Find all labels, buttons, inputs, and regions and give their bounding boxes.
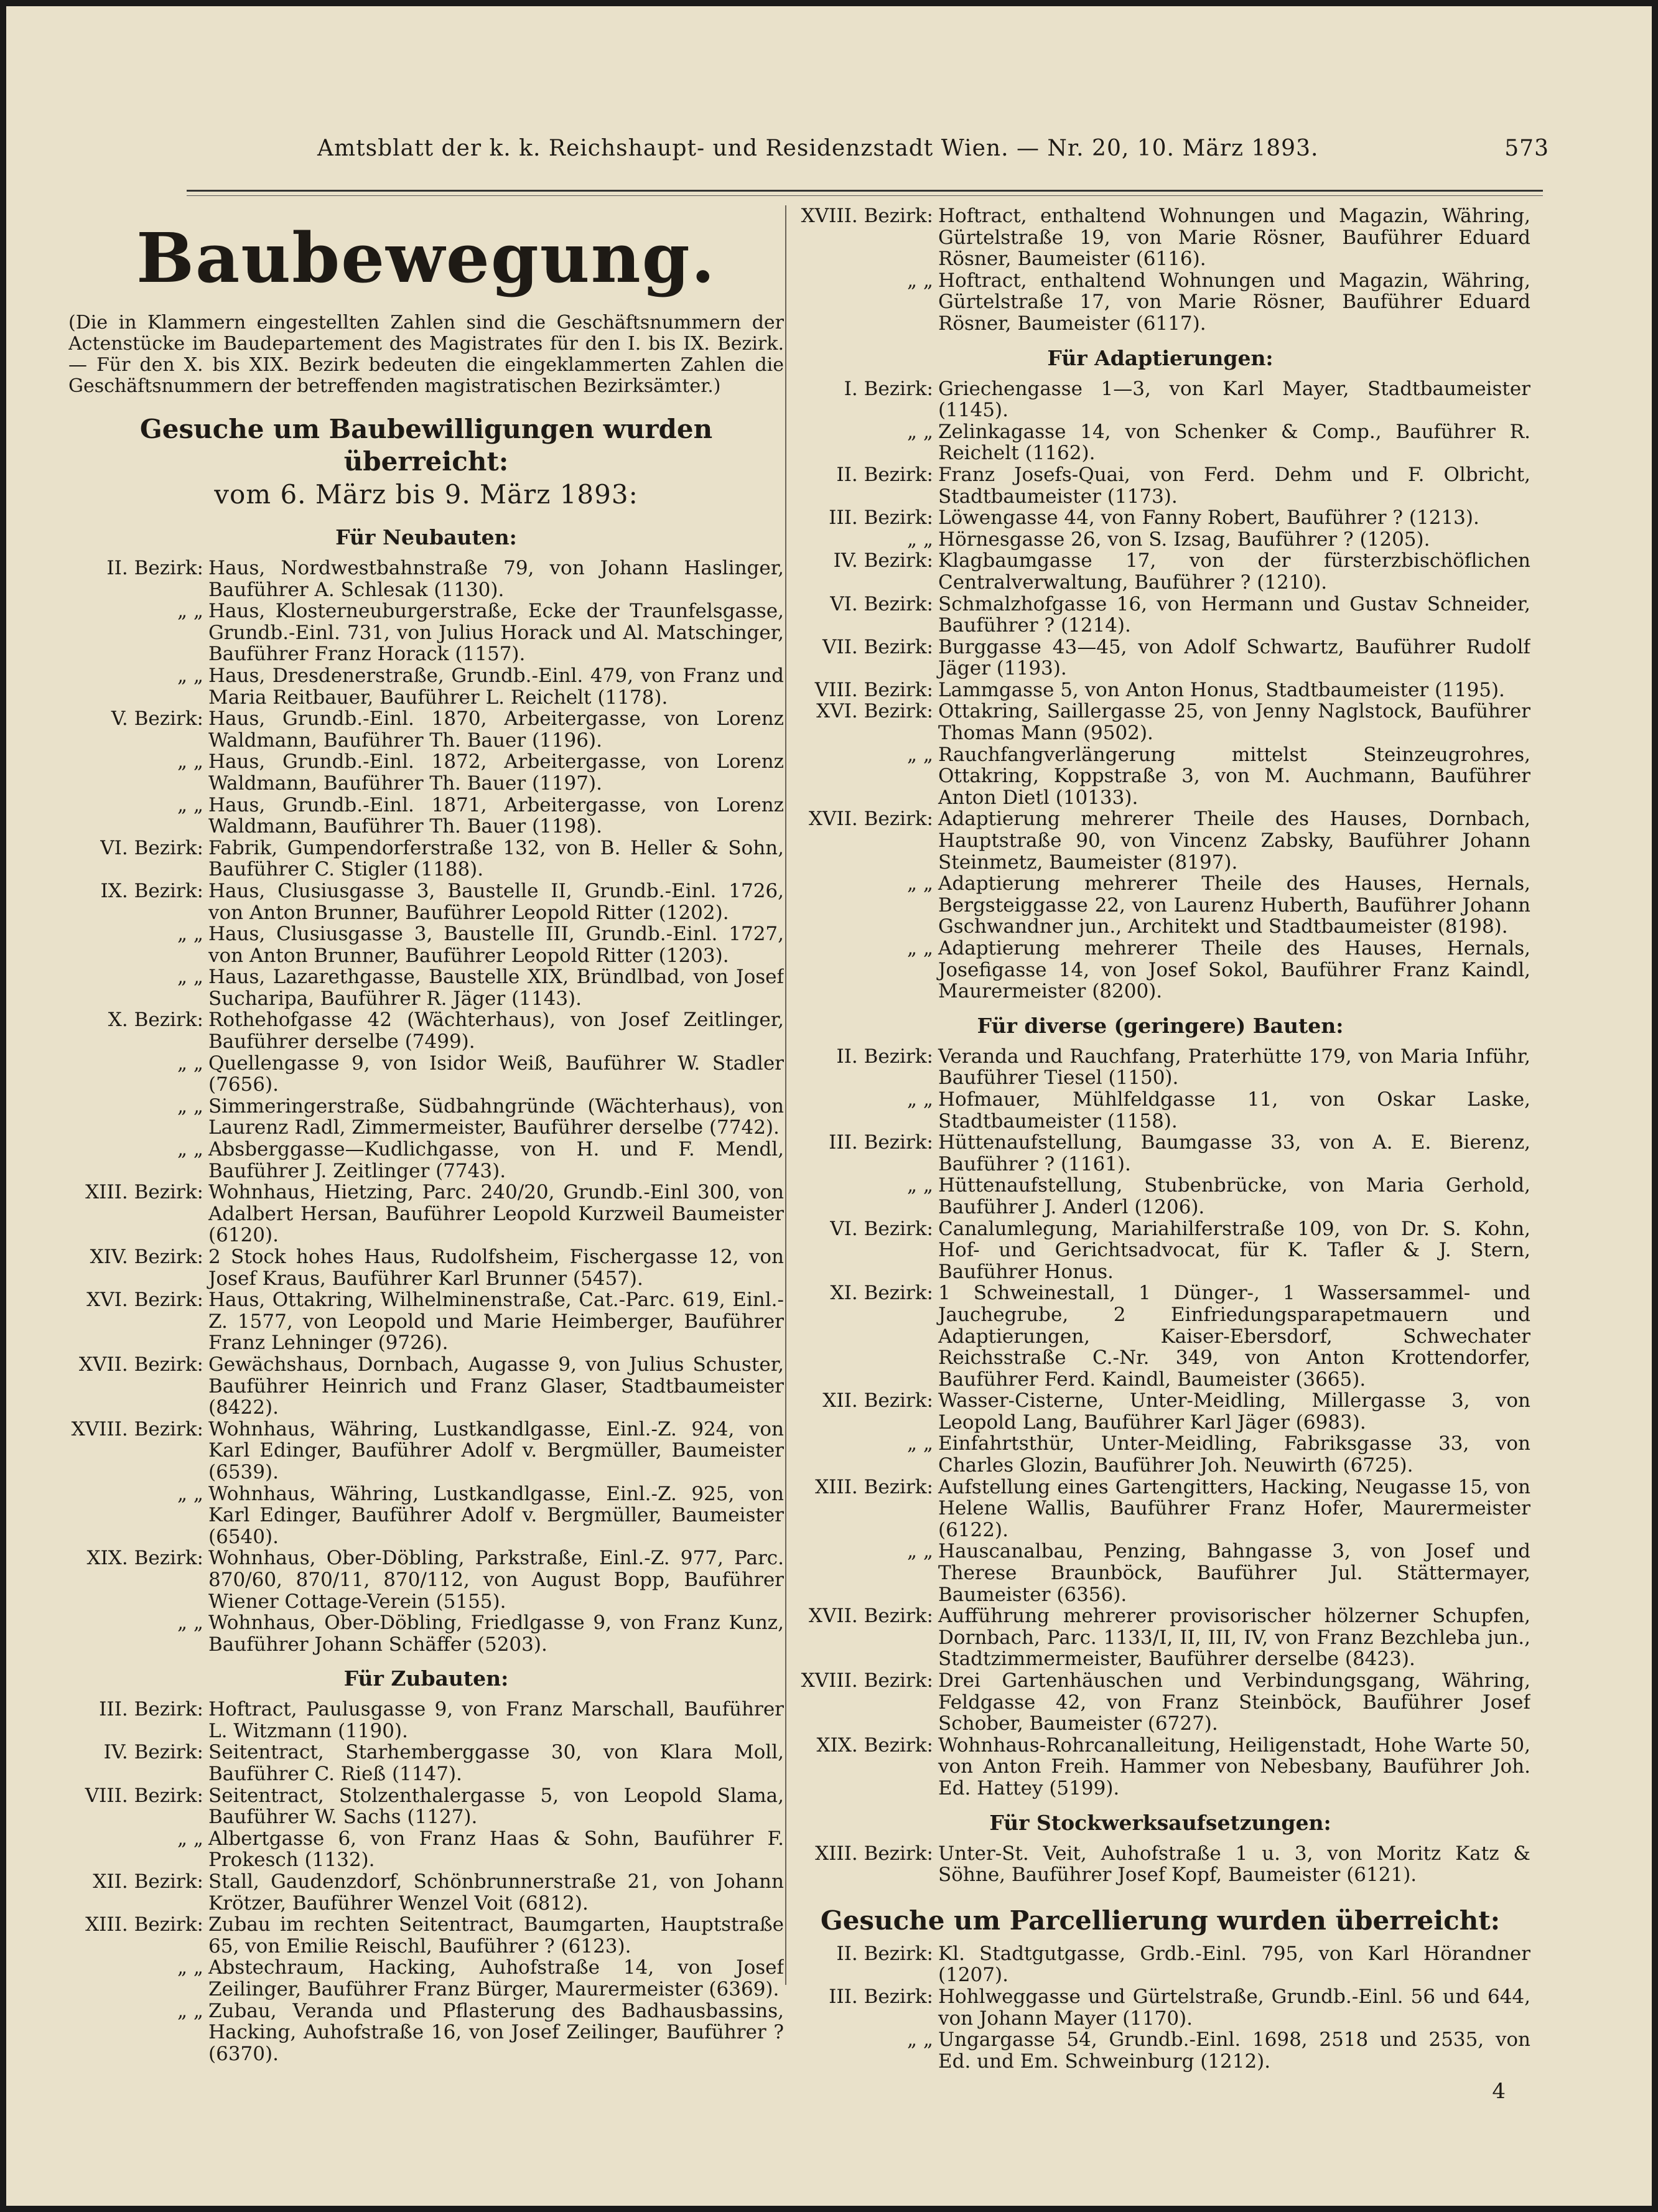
district-label: „ „	[907, 1174, 933, 1197]
list-item	[790, 679, 1530, 701]
entry-text: Hoftract, Paulusgasse 9, von Franz Marschall, Bauführer L. Witzmann (1190).	[208, 1698, 784, 1742]
district-label: IV. Bezirk:	[833, 549, 933, 572]
entry-text: Stall, Gaudenzdorf, Schönbrunnerstraße 21, von Johann Krötzer, Bauführer Wenzel Voit (6812).	[208, 1870, 784, 1915]
district-label: I. Bezirk:	[844, 377, 933, 400]
list-item	[68, 795, 784, 838]
entry-text: Haus, Clusiusgasse 3, Baustelle III, Grundb.-Einl. 1727, von Anton Brunner, Bauführer Leopold Ritter (1203).	[208, 923, 784, 967]
entry-text: Haus, Lazarethgasse, Baustelle XIX, Bründlbad, von Josef Sucharipa, Bauführer R. Jäger (1143).	[208, 966, 784, 1010]
district-label: „ „	[907, 1432, 933, 1455]
list-item	[790, 1670, 1530, 1735]
district-label: „ „	[907, 743, 933, 766]
district-label: XVI. Bezirk:	[86, 1289, 203, 1312]
right-column	[790, 205, 1530, 2196]
list-item	[790, 529, 1530, 551]
district-label: IV. Bezirk:	[103, 1741, 203, 1764]
section-heading: Für Stockwerksaufsetzungen:	[989, 1810, 1331, 1835]
entry-text: Canalumlegung, Mariahilferstraße 109, von Dr. S. Kohn, Hof- und Gerichtsadvocat, für K. Tafler & J. Stern, Bauführer Honus.	[938, 1217, 1530, 1283]
entry-text: Hörnesgasse 26, von S. Izsag, Bauführer ? (1205).	[938, 528, 1430, 551]
entry-text: Haus, Nordwestbahnstraße 79, von Johann Haslinger, Bauführer A. Schlesak (1130).	[208, 557, 784, 601]
list-item	[790, 873, 1530, 938]
entry-text: 1 Schweinestall, 1 Dünger-, 1 Wassersammel- und Jauchegrube, 2 Einfriedungsparapetmauern und Adaptierungen, Kaiser-Ebersdorf, Schwechater Reichsstraße C.-Nr. 349, von Anton Krottendorfer, Bauführer Ferd. Kaindl, Baumeister (3665).	[938, 1282, 1530, 1391]
entry-text: Hüttenaufstellung, Stubenbrücke, von Maria Gerhold, Bauführer J. Anderl (1206).	[938, 1174, 1530, 1218]
entry-text: Haus, Dresdenerstraße, Grundb.-Einl. 479, von Franz und Maria Reitbauer, Bauführer L. Reichelt (1178).	[208, 664, 784, 709]
district-label: III. Bezirk:	[829, 506, 933, 530]
section-heading: Für diverse (geringere) Bauten:	[977, 1013, 1344, 1038]
entry-text: Hauscanalbau, Penzing, Bahngasse 3, von Josef und Therese Braunböck, Bauführer Jul. Stättermayer, Baumeister (6356).	[938, 1540, 1530, 1606]
district-label: „ „	[177, 1094, 203, 1118]
district-label: VI. Bezirk:	[830, 1217, 933, 1240]
district-label: „ „	[907, 1540, 933, 1563]
list-item	[68, 1742, 784, 1785]
list-item	[790, 637, 1530, 679]
district-label: „ „	[907, 1088, 933, 1111]
list-item	[790, 507, 1530, 529]
footer-page-number: 4	[1492, 2079, 1506, 2104]
list-item	[68, 600, 784, 665]
district-label: XIII. Bezirk:	[85, 1181, 203, 1204]
list-item	[790, 205, 1530, 270]
entry-text: Löwengasse 44, von Fanny Robert, Bauführer ? (1213).	[938, 506, 1479, 530]
list-item	[68, 1096, 784, 1139]
district-label: XII. Bezirk:	[822, 1389, 933, 1412]
district-label: II. Bezirk:	[106, 557, 203, 579]
district-label: XIX. Bezirk:	[86, 1547, 203, 1570]
entry-text: Absberggasse—Kudlichgasse, von H. und F. Mendl, Bauführer J. Zeitlinger (7743).	[208, 1138, 784, 1182]
entry-text: Rothehofgasse 42 (Wächterhaus), von Josef Zeitlinger, Bauführer derselbe (7499).	[208, 1009, 784, 1053]
page-header	[317, 136, 1549, 173]
entry-text: Seitentract, Stolzenthalergasse 5, von Leopold Slama, Bauführer W. Sachs (1127).	[208, 1784, 784, 1829]
intro-note: (Die in Klammern eingestellten Zahlen sind die Geschäftsnummern der Actenstücke im Baudepartement des Magistrates für den I. bis IX. Bezirk. — Für den X. bis XIX. Bezirk bedeuten die eingeklammerten Zahlen die Geschäftsnummern der betreffenden magistratischen Bezirksämter.)	[68, 312, 784, 397]
list-item	[790, 1218, 1530, 1283]
list-item	[790, 594, 1530, 637]
entry-text: Aufstellung eines Gartengitters, Hacking, Neugasse 15, von Helene Wallis, Bauführer Franz Hofer, Maurermeister (6122).	[938, 1475, 1530, 1541]
list-item	[790, 1986, 1530, 2029]
district-label: „ „	[177, 664, 203, 687]
list-item	[68, 1785, 784, 1828]
right-sections	[790, 345, 1530, 1886]
list-item	[68, 1246, 784, 1289]
list-item	[790, 270, 1530, 335]
entry-text: Ottakring, Saillergasse 25, von Jenny Naglstock, Bauführer Thomas Mann (9502).	[938, 700, 1530, 745]
district-label: XII. Bezirk:	[93, 1870, 203, 1893]
list-item	[790, 938, 1530, 1002]
district-label: „ „	[177, 1612, 203, 1635]
list-item	[68, 1957, 784, 2000]
list-item	[68, 665, 784, 708]
entry-text: Wohnhaus-Rohrcanalleitung, Heiligenstadt, Hohe Warte 50, von Anton Freih. Hammer von Nebesbany, Bauführer Joh. Ed. Hattey (5199).	[938, 1734, 1530, 1799]
entry-text: Haus, Klosterneuburgerstraße, Ecke der Traunfelsgasse, Grundb.-Einl. 731, von Julius Horack und Al. Matschinger, Bauführer Franz Horack (1157).	[208, 600, 784, 666]
list-item	[68, 708, 784, 751]
entry-text: Lammgasse 5, von Anton Honus, Stadtbaumeister (1195).	[938, 678, 1505, 701]
header-rule	[187, 190, 1543, 196]
entry-text: Fabrik, Gumpendorferstraße 132, von B. Heller & Sohn, Bauführer C. Stigler (1188).	[208, 836, 784, 881]
list-item	[790, 1605, 1530, 1670]
entry-text: Hoftract, enthaltend Wohnungen und Magazin, Währing, Gürtelstraße 17, von Marie Rösner, Bauführer Eduard Rösner, Baumeister (6117).	[938, 269, 1530, 335]
entry-text: Zubau, Veranda und Pflasterung des Badhausbassins, Hacking, Auhofstraße 16, von Josef Zeilinger, Bauführer ? (6370).	[208, 1999, 784, 2065]
list-item	[68, 1182, 784, 1246]
district-label: „ „	[177, 1999, 203, 2022]
entry-text: Zelinkagasse 14, von Schenker & Comp., Bauführer R. Reichelt (1162).	[938, 420, 1530, 465]
section-heading: Für Neubauten:	[335, 525, 517, 549]
district-label: „ „	[907, 872, 933, 895]
section-heading: Für Zubauten:	[343, 1666, 509, 1691]
page-number: 573	[1504, 136, 1549, 161]
list-item	[68, 838, 784, 880]
district-label: „ „	[177, 600, 203, 623]
district-label: XVI. Bezirk:	[816, 700, 933, 723]
list-item	[790, 421, 1530, 464]
list-item	[68, 1419, 784, 1483]
list-item	[68, 1053, 784, 1096]
header-text: Amtsblatt der k. k. Reichshaupt- und Residenzstadt Wien. — Nr. 20, 10. März 1893.	[317, 136, 1319, 161]
district-label: IX. Bezirk:	[100, 879, 203, 902]
list-item	[790, 378, 1530, 421]
district-label: III. Bezirk:	[829, 1985, 933, 2008]
left-column	[68, 205, 784, 2196]
entry-text: Schmalzhofgasse 16, von Hermann und Gustav Schneider, Bauführer ? (1214).	[938, 592, 1530, 637]
entry-text: Unter-St. Veit, Auhofstraße 1 u. 3, von Moritz Katz & Söhne, Bauführer Josef Kopf, Baumeister (6121).	[938, 1842, 1530, 1887]
district-label: „ „	[177, 793, 203, 816]
list-item	[68, 1139, 784, 1182]
entry-text: Adaptierung mehrerer Theile des Hauses, Dornbach, Hauptstraße 90, von Vincenz Zabsky, Bauführer Johann Steinmetz, Baumeister (8197).	[938, 808, 1530, 874]
district-label: „ „	[907, 2028, 933, 2051]
district-label: V. Bezirk:	[111, 707, 203, 730]
district-label: „ „	[177, 923, 203, 946]
article-title: Baubewegung.	[136, 218, 716, 298]
entry-text: Gewächshaus, Dornbach, Augasse 9, von Julius Schuster, Bauführer Heinrich und Franz Glaser, Stadtbaumeister (8422).	[208, 1353, 784, 1419]
entry-text: Hohlweggasse und Gürtelstraße, Grundb.-Einl. 56 und 644, von Johann Mayer (1170).	[938, 1985, 1530, 2030]
list-item	[68, 1828, 784, 1871]
entry-text: Aufführung mehrerer provisorischer hölzerner Schupfen, Dornbach, Parc. 1133/I, II, III, IV, von Franz Bezchleba jun., Stadtzimmermeister, Bauführer derselbe (8423).	[938, 1605, 1530, 1671]
list-item	[68, 1699, 784, 1742]
district-label: VII. Bezirk:	[822, 635, 933, 658]
district-label: „ „	[177, 1052, 203, 1075]
left-sections	[68, 524, 784, 2065]
entry-text: Hofmauer, Mühlfeldgasse 11, von Oskar Laske, Stadtbaumeister (1158).	[938, 1088, 1530, 1132]
entry-text: Adaptierung mehrerer Theile des Hauses, Hernals, Bergsteiggasse 22, von Laurenz Huberth, Bauführer Johann Gschwandner jun., Architekt und Stadtbaumeister (8198).	[938, 872, 1530, 938]
entry-text: Wohnhaus, Hietzing, Parc. 240/20, Grundb.-Einl 300, von Adalbert Hersan, Bauführer Leopold Kurzweil Baumeister (6120).	[208, 1181, 784, 1247]
list-item	[790, 1046, 1530, 1089]
district-label: XVIII. Bezirk:	[801, 205, 933, 227]
entry-text: Adaptierung mehrerer Theile des Hauses, Hernals, Josefigasse 14, von Josef Sokol, Bauführer Franz Kaindl, Maurermeister (8200).	[938, 937, 1530, 1003]
entry-text: Haus, Grundb.-Einl. 1870, Arbeitergasse, von Lorenz Waldmann, Bauführer Th. Bauer (1196).	[208, 707, 784, 752]
entry-text: Wohnhaus, Währing, Lustkandlgasse, Einl.-Z. 925, von Karl Edinger, Bauführer Adolf v. Bergmüller, Baumeister (6540).	[208, 1482, 784, 1548]
district-label: „ „	[177, 966, 203, 989]
list-item	[68, 1354, 784, 1419]
list-item	[68, 751, 784, 794]
section-heading: Für Adaptierungen:	[1047, 345, 1274, 370]
district-label: VIII. Bezirk:	[814, 678, 933, 701]
list-item	[68, 1483, 784, 1548]
entry-text: Albertgasse 6, von Franz Haas & Sohn, Bauführer F. Prokesch (1132).	[208, 1827, 784, 1872]
district-label: „ „	[177, 1138, 203, 1161]
district-label: „ „	[177, 1956, 203, 1979]
district-label: „ „	[907, 269, 933, 292]
list-item	[68, 1914, 784, 1957]
entry-text: Wohnhaus, Ober-Döbling, Friedlgasse 9, von Franz Kunz, Bauführer Johann Schäffer (5203).	[208, 1612, 784, 1656]
district-label: VI. Bezirk:	[100, 836, 203, 859]
entry-text: 2 Stock hohes Haus, Rudolfsheim, Fischergasse 12, von Josef Kraus, Bauführer Karl Brunner (5457).	[208, 1246, 784, 1290]
list-item	[790, 1282, 1530, 1390]
list-item	[790, 1735, 1530, 1799]
list-item	[790, 1541, 1530, 1605]
district-label: „ „	[907, 937, 933, 959]
entry-text: Quellengasse 9, von Isidor Weiß, Bauführer W. Stadler (7656).	[208, 1052, 784, 1096]
district-label: „ „	[907, 528, 933, 551]
entry-text: Griechengasse 1—3, von Karl Mayer, Stadtbaumeister (1145).	[938, 377, 1530, 422]
district-label: XVII. Bezirk:	[808, 1605, 933, 1628]
list-item	[790, 808, 1530, 873]
entry-text: Drei Gartenhäuschen und Verbindungsgang, Währing, Feldgasse 42, von Franz Steinböck, Bauführer Josef Schober, Baumeister (6727).	[938, 1669, 1530, 1735]
list-item	[68, 1612, 784, 1655]
entry-text: Haus, Grundb.-Einl. 1872, Arbeitergasse, von Lorenz Waldmann, Bauführer Th. Bauer (1197).	[208, 750, 784, 795]
list-item	[68, 1547, 784, 1612]
column-divider	[785, 205, 786, 1985]
district-label: „ „	[177, 750, 203, 773]
list-item	[790, 701, 1530, 744]
entry-text: Seitentract, Starhemberggasse 30, von Klara Moll, Bauführer C. Rieß (1147).	[208, 1741, 784, 1786]
district-label: XVIII. Bezirk:	[71, 1417, 203, 1440]
entry-text: Rauchfangverlängerung mittelst Steinzeugrohres, Ottakring, Koppstraße 3, von M. Auchmann, Bauführer Anton Dietl (10133).	[938, 743, 1530, 809]
entry-text: Franz Josefs-Quai, von Ferd. Dehm und F. Olbricht, Stadtbaumeister (1173).	[938, 463, 1530, 508]
entry-text: Haus, Grundb.-Einl. 1871, Arbeitergasse, von Lorenz Waldmann, Bauführer Th. Bauer (1198).	[208, 793, 784, 838]
district-label: XVIII. Bezirk:	[801, 1669, 933, 1692]
district-label: XIV. Bezirk:	[90, 1246, 203, 1268]
list-item	[68, 2000, 784, 2065]
list-item	[790, 1433, 1530, 1476]
district-label: XVII. Bezirk:	[78, 1353, 203, 1376]
list-item	[68, 558, 784, 600]
district-label: III. Bezirk:	[99, 1698, 203, 1721]
list-item	[68, 880, 784, 923]
district-label: X. Bezirk:	[108, 1009, 203, 1032]
list-item	[68, 966, 784, 1009]
list-item	[790, 744, 1530, 809]
list-item	[790, 1132, 1530, 1175]
list-item	[790, 1390, 1530, 1433]
entry-text: Veranda und Rauchfang, Praterhütte 179, von Maria Inführ, Bauführer Tiesel (1150).	[938, 1045, 1530, 1090]
entry-text: Simmeringerstraße, Südbahngründe (Wächterhaus), von Laurenz Radl, Zimmermeister, Bauführer derselbe (7742).	[208, 1094, 784, 1139]
district-label: „ „	[177, 1482, 203, 1505]
district-label: III. Bezirk:	[829, 1131, 933, 1154]
parcel-heading: Gesuche um Parcellierung wurden überreicht:	[820, 1905, 1501, 1936]
list-item	[790, 550, 1530, 593]
district-label: II. Bezirk:	[836, 1942, 933, 1965]
district-label: VIII. Bezirk:	[85, 1784, 203, 1807]
entry-text: Klagbaumgasse 17, von der fürsterzbischöflichen Centralverwaltung, Bauführer ? (1210).	[938, 549, 1530, 594]
entry-text: Wasser-Cisterne, Unter-Meidling, Millergasse 3, von Leopold Lang, Bauführer Karl Jäger (6983).	[938, 1389, 1530, 1434]
main-subheading: vom 6. März bis 9. März 1893:	[214, 479, 638, 510]
district-label: XI. Bezirk:	[830, 1282, 933, 1305]
list-item	[790, 1175, 1530, 1218]
district-label: XIII. Bezirk:	[815, 1475, 933, 1498]
district-label: „ „	[177, 1827, 203, 1850]
entry-text: Haus, Clusiusgasse 3, Baustelle II, Grundb.-Einl. 1726, von Anton Brunner, Bauführer Leopold Ritter (1202).	[208, 879, 784, 924]
district-label: XVII. Bezirk:	[808, 808, 933, 831]
entry-text: Kl. Stadtgutgasse, Grdb.-Einl. 795, von Karl Hörandner (1207).	[938, 1942, 1530, 1987]
district-label: XIX. Bezirk:	[816, 1734, 933, 1757]
list-item	[68, 1009, 784, 1052]
entry-text: Hüttenaufstellung, Baumgasse 33, von A. E. Bierenz, Bauführer ? (1161).	[938, 1131, 1530, 1175]
list-item	[790, 1843, 1530, 1886]
district-label: II. Bezirk:	[836, 1045, 933, 1068]
entry-text: Burggasse 43—45, von Adolf Schwartz, Bauführer Rudolf Jäger (1193).	[938, 635, 1530, 680]
entry-text: Zubau im rechten Seitentract, Baumgarten, Hauptstraße 65, von Emilie Reischl, Bauführer ? (6123).	[208, 1913, 784, 1958]
list-item	[790, 464, 1530, 507]
entry-text: Ungargasse 54, Grundb.-Einl. 1698, 2518 und 2535, von Ed. und Em. Schweinburg (1212).	[938, 2028, 1530, 2073]
list-item	[68, 1289, 784, 1354]
list-item	[68, 923, 784, 966]
list-item	[68, 1871, 784, 1914]
right-top-entries	[790, 205, 1530, 335]
entry-text: Haus, Ottakring, Wilhelminenstraße, Cat.-Parc. 619, Einl.-Z. 1577, von Leopold und Marie Heimberger, Bauführer Franz Lehninger (9726).	[208, 1289, 784, 1355]
main-heading: Gesuche um Baubewilligungen wurden überreicht:	[139, 414, 713, 477]
parcel-entries	[790, 1943, 1530, 2073]
entry-text: Abstechraum, Hacking, Auhofstraße 14, von Josef Zeilinger, Bauführer Franz Bürger, Maurermeister (6369).	[208, 1956, 784, 2000]
entry-text: Wohnhaus, Währing, Lustkandlgasse, Einl.-Z. 924, von Karl Edinger, Bauführer Adolf v. Bergmüller, Baumeister (6539).	[208, 1417, 784, 1483]
entry-text: Einfahrtsthür, Unter-Meidling, Fabriksgasse 33, von Charles Glozin, Bauführer Joh. Neuwirth (6725).	[938, 1432, 1530, 1477]
district-label: XIII. Bezirk:	[815, 1842, 933, 1865]
district-label: „ „	[907, 420, 933, 443]
district-label: II. Bezirk:	[836, 463, 933, 486]
list-item	[790, 1477, 1530, 1541]
entry-text: Wohnhaus, Ober-Döbling, Parkstraße, Einl.-Z. 977, Parc. 870/60, 870/11, 870/112, von August Bopp, Bauführer Wiener Cottage-Verein (5155).	[208, 1547, 784, 1613]
list-item	[790, 1089, 1530, 1132]
list-item	[790, 1943, 1530, 1986]
district-label: XIII. Bezirk:	[85, 1913, 203, 1936]
list-item	[790, 2029, 1530, 2072]
entry-text: Hoftract, enthaltend Wohnungen und Magazin, Währing, Gürtelstraße 19, von Marie Rösner, Bauführer Eduard Rösner, Baumeister (6116).	[938, 205, 1530, 271]
district-label: VI. Bezirk:	[830, 592, 933, 615]
